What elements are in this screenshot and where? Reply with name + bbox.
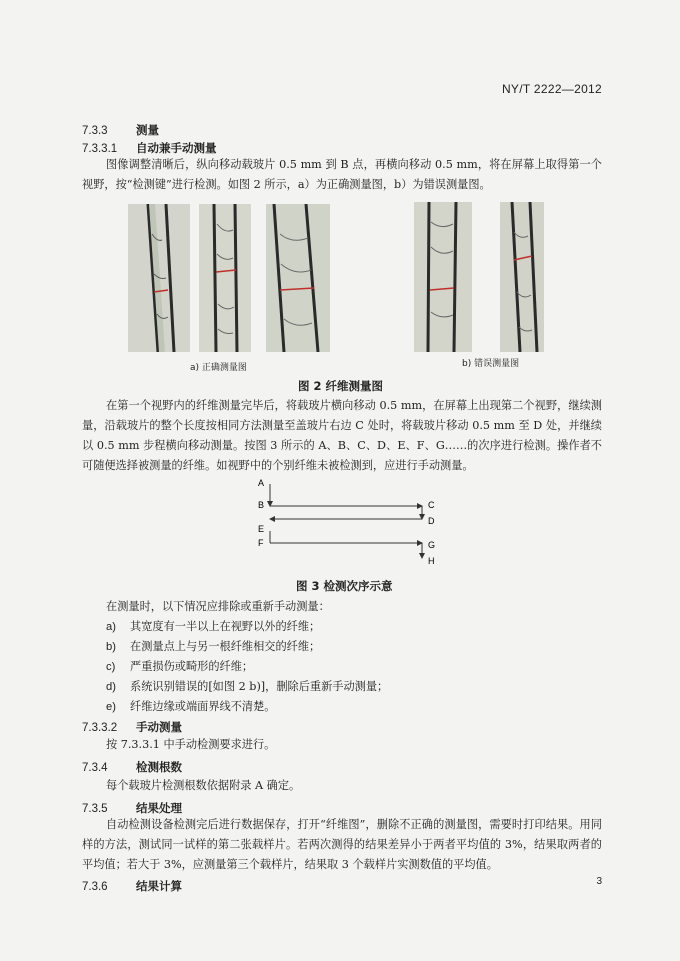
section-number: 7.3.3.1 (82, 143, 118, 155)
figure-2b-caption: b) 错误测量图 (462, 359, 520, 369)
list-item: d) 系统识别错误的[如图 2 b)]，删除后重新手动测量； (106, 680, 389, 693)
section-7-3-4 (82, 759, 182, 775)
section-title: 结果处理 (136, 801, 182, 815)
point-label-f: F (258, 538, 264, 548)
figure-2a-caption: a) 正确测量图 (190, 363, 247, 373)
section-title: 手动测量 (136, 720, 182, 734)
standard-number: NY/T 2222—2012 (501, 82, 602, 96)
paragraph-3-intro: 在测量时，以下情况应排除或重新手动测量： (106, 600, 330, 613)
section-title: 检测根数 (136, 760, 182, 774)
paragraph-2: 在第一个视野内的纤维测量完毕后，将载玻片横向移动 0.5 mm，在屏幕上出现第二个视野，继续测量，沿载玻片的整个长度按相同方法测量至盖玻片右边 C 处时，将载玻片移动 0.5 mm 至 D 处，并继续以 0.5 mm 步程横向移动测量。按图 3 所示的 A、B、C、D、E、F、G……的次序进行检测。操作者不可随便选择被测量的纤维。如视野中的个别纤维未被检测到，应进行手动测量。 (82, 399, 602, 472)
list-item: c) 严重损伤或畸形的纤维； (106, 660, 254, 673)
page-number: 3 (596, 876, 602, 887)
figure-2-caption: 图 2 纤维测量图 (298, 379, 384, 393)
figure-3-caption: 图 3 检测次序示意 (296, 579, 393, 593)
fiber-photo-a3 (266, 204, 330, 352)
list-item: b) 在测量点上与另一根纤维相交的纤维； (106, 640, 321, 653)
section-title: 测量 (136, 123, 159, 137)
section-number: 7.3.6 (82, 881, 108, 893)
section-number: 7.3.3.2 (82, 722, 118, 734)
section-number: 7.3.4 (82, 762, 108, 774)
detection-order-diagram (250, 474, 450, 574)
paragraph-5: 每个载玻片检测根数依据附录 A 确定。 (106, 779, 301, 792)
section-title: 自动兼手动测量 (136, 141, 217, 155)
section-number: 7.3.3 (82, 125, 108, 137)
section-7-3-3 (82, 122, 159, 138)
paragraph-4: 按 7.3.3.1 中手动检测要求进行。 (106, 738, 276, 751)
point-label-c: C (428, 500, 435, 510)
point-label-e: E (258, 524, 265, 534)
point-label-g: G (428, 540, 436, 550)
section-7-3-6 (82, 878, 182, 894)
paragraph-1: 图像调整清晰后，纵向移动载玻片 0.5 mm 到 B 点，再横向移动 0.5 mm，将在屏幕上取得第一个视野，按“检测键”进行检测。如图 2 所示，a）为正确测量图，b）为错误测量图。 (82, 158, 602, 191)
section-7-3-3-2 (82, 719, 182, 735)
section-7-3-5 (82, 800, 182, 816)
point-label-a: A (258, 478, 265, 488)
section-7-3-3-1 (82, 140, 217, 156)
section-title: 结果计算 (136, 879, 182, 893)
fiber-photo-a1 (128, 204, 190, 352)
fiber-photo-b2 (500, 202, 544, 352)
list-item: a) 其宽度有一半以上在视野以外的纤维； (106, 620, 321, 633)
list-item: e) 纤维边缘或端面界线不清楚。 (106, 700, 276, 713)
fiber-photo-b1 (414, 202, 472, 352)
point-label-d: D (428, 516, 435, 526)
fiber-photo-a2 (199, 204, 251, 352)
point-label-b: B (258, 500, 265, 510)
paragraph-6: 自动检测设备检测完后进行数据保存，打开“纤维图”，删除不正确的测量图，需要时打印结果。用同样的方法，测试同一试样的第二张载样片。若两次测得的结果差异小于两者平均值的 3%，结果取两者的平均值；若大于 3%，应测量第三个载样片，结果取 3 个载样片实测数值的平均值。 (82, 818, 602, 871)
section-number: 7.3.5 (82, 803, 108, 815)
point-label-h: H (428, 556, 435, 566)
